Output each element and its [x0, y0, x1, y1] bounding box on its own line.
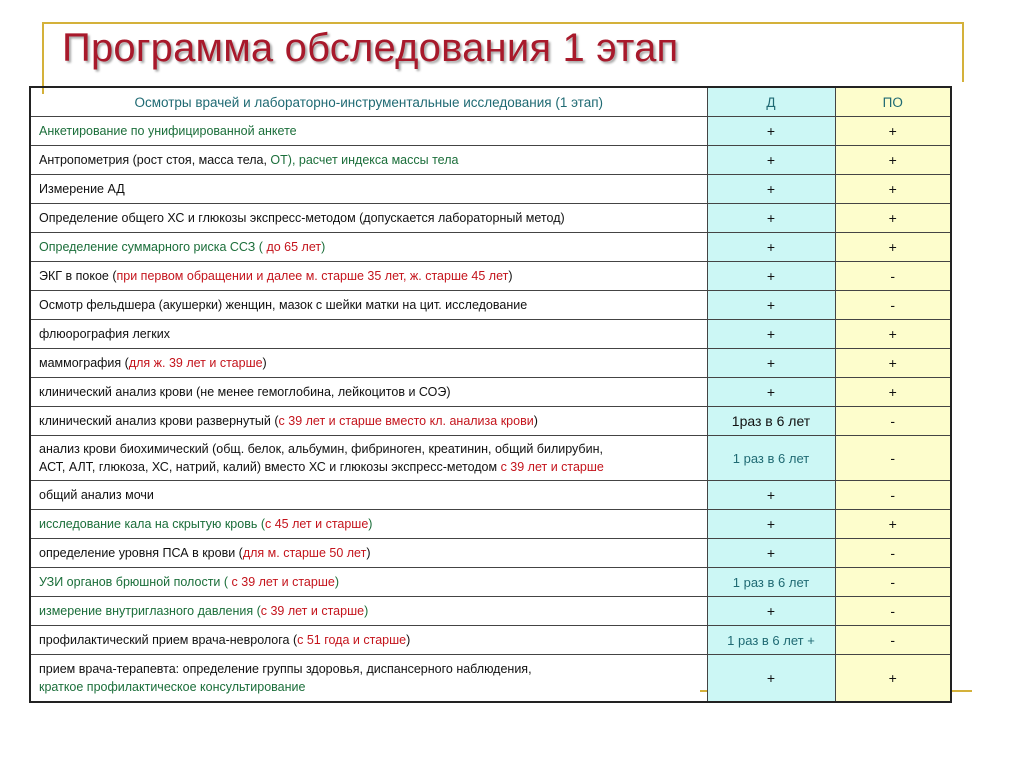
row-text-segment: ): [334, 575, 339, 589]
row-text-segment: до 65 лет: [266, 240, 322, 254]
row-text-segment: Антропометрия (рост стоя, масса тела,: [39, 153, 271, 167]
table-body: [30, 117, 951, 703]
row-text-segment: ): [406, 633, 411, 647]
examination-name: [30, 481, 707, 510]
row-text-segment: с 51 года и старше: [297, 633, 407, 647]
cell-d: +: [707, 510, 835, 539]
cell-po: +: [835, 378, 951, 407]
row-text-segment: Осмотр фельдшера (акушерки) женщин, мазок с шейки матки на цит. исследование: [39, 298, 528, 312]
cell-po: -: [835, 291, 951, 320]
cell-po: -: [835, 262, 951, 291]
cell-po: +: [835, 146, 951, 175]
cell-d: 1 раз в 6 лет +: [707, 626, 835, 655]
table-row: [30, 539, 951, 568]
table-row: [30, 510, 951, 539]
examination-name-line: [39, 660, 699, 678]
cell-po: -: [835, 407, 951, 436]
examination-name: [30, 510, 707, 539]
table-row: [30, 146, 951, 175]
cell-d: 1 раз в 6 лет: [707, 568, 835, 597]
cell-d: 1раз в 6 лет: [707, 407, 835, 436]
table-row: [30, 175, 951, 204]
cell-d: +: [707, 378, 835, 407]
examination-name-line: [39, 678, 699, 696]
examination-name-line: [39, 440, 699, 458]
cell-d: +: [707, 291, 835, 320]
row-text-segment: исследование кала на скрытую кровь (: [39, 517, 265, 531]
cell-po: +: [835, 233, 951, 262]
cell-d: +: [707, 320, 835, 349]
header-examinations: Осмотры врачей и лабораторно-инструментальные исследования (1 этап): [30, 87, 707, 117]
examination-name: [30, 320, 707, 349]
row-text-segment: УЗИ органов брюшной полости (: [39, 575, 232, 589]
decor-line-top: [42, 22, 964, 24]
table-row: [30, 481, 951, 510]
cell-d: +: [707, 117, 835, 146]
table-row: [30, 117, 951, 146]
row-text-segment: Определение суммарного риска ССЗ (: [39, 240, 267, 254]
cell-po: +: [835, 117, 951, 146]
row-text-segment: АСТ, АЛТ, глюкоза, ХС, натрий, калий) вместо ХС и глюкозы экспресс-методом: [39, 460, 501, 474]
examination-name: [30, 233, 707, 262]
decor-line-left: [42, 22, 44, 94]
cell-po: -: [835, 597, 951, 626]
table-row: [30, 568, 951, 597]
cell-po: +: [835, 655, 951, 703]
cell-d: +: [707, 146, 835, 175]
row-text-segment: ): [321, 240, 326, 254]
row-text-segment: Анкетирование по унифицированной анкете: [39, 124, 297, 138]
header-d: Д: [707, 87, 835, 117]
row-text-segment: Определение общего ХС и глюкозы экспресс-методом (допускается лабораторный метод): [39, 211, 565, 225]
cell-d: +: [707, 349, 835, 378]
examination-name: [30, 175, 707, 204]
cell-po: +: [835, 320, 951, 349]
row-text-segment: ОТ), расчет индекса массы тела: [270, 153, 459, 167]
table-row: [30, 233, 951, 262]
row-text-segment: определение уровня ПСА в крови (: [39, 546, 243, 560]
table-row: [30, 407, 951, 436]
cell-d: 1 раз в 6 лет: [707, 436, 835, 481]
cell-d: +: [707, 597, 835, 626]
row-text-segment: для ж. 39 лет и старше: [128, 356, 263, 370]
table-row: [30, 262, 951, 291]
cell-po: +: [835, 204, 951, 233]
row-text-segment: флюорография легких: [39, 327, 171, 341]
cell-po: +: [835, 510, 951, 539]
row-text-segment: измерение внутриглазного давления (: [39, 604, 261, 618]
examination-name: [30, 262, 707, 291]
row-text-segment: ): [508, 269, 513, 283]
examination-table: [29, 86, 952, 703]
cell-po: -: [835, 539, 951, 568]
examination-name: [30, 146, 707, 175]
examination-name: [30, 597, 707, 626]
row-text-segment: прием врача-терапевта: определение группы здоровья, диспансерного наблюдения,: [39, 662, 532, 676]
row-text-segment: с 39 лет и старше: [260, 604, 365, 618]
page-title: Программа обследования 1 этап: [62, 26, 679, 70]
row-text-segment: ): [368, 517, 373, 531]
row-text-segment: для м. старше 50 лет: [242, 546, 367, 560]
row-text-segment: ЭКГ в покое (: [39, 269, 117, 283]
table-header-row: [30, 87, 951, 117]
table-row: [30, 597, 951, 626]
examination-name: [30, 568, 707, 597]
row-text-segment: ): [262, 356, 267, 370]
examination-name: [30, 407, 707, 436]
examination-name-line: [39, 458, 699, 476]
row-text-segment: с 39 лет и старше: [231, 575, 335, 589]
cell-d: +: [707, 204, 835, 233]
row-text-segment: краткое профилактическое консультирование: [39, 680, 306, 694]
row-text-segment: клинический анализ крови (не менее гемоглобина, лейкоцитов и СОЭ): [39, 385, 451, 399]
row-text-segment: ): [364, 604, 369, 618]
cell-d: +: [707, 175, 835, 204]
header-po: ПО: [835, 87, 951, 117]
cell-po: -: [835, 626, 951, 655]
decor-line-right: [962, 22, 964, 82]
cell-po: +: [835, 349, 951, 378]
cell-d: +: [707, 655, 835, 703]
row-text-segment: клинический анализ крови развернутый (: [39, 414, 279, 428]
row-text-segment: анализ крови биохимический (общ. белок, альбумин, фибриноген, креатинин, общий билирубин,: [39, 442, 603, 456]
table-row: [30, 436, 951, 481]
table-row: [30, 204, 951, 233]
cell-d: +: [707, 481, 835, 510]
examination-name: [30, 539, 707, 568]
row-text-segment: Измерение АД: [39, 182, 125, 196]
row-text-segment: общий анализ мочи: [39, 488, 154, 502]
examination-name: [30, 626, 707, 655]
row-text-segment: с 39 лет и старше вместо кл. анализа крови: [278, 414, 534, 428]
row-text-segment: при первом обращении и далее м. старше 35 лет, ж. старше 45 лет: [116, 269, 509, 283]
cell-d: +: [707, 539, 835, 568]
examination-name: [30, 349, 707, 378]
examination-name: [30, 291, 707, 320]
examination-name: [30, 655, 707, 703]
table-row: [30, 655, 951, 703]
row-text-segment: с 45 лет и старше: [264, 517, 369, 531]
table-row: [30, 320, 951, 349]
cell-d: +: [707, 262, 835, 291]
table-row: [30, 626, 951, 655]
examination-name: [30, 378, 707, 407]
examination-name: [30, 204, 707, 233]
cell-po: -: [835, 436, 951, 481]
row-text-segment: профилактический прием врача-невролога (: [39, 633, 298, 647]
cell-po: -: [835, 481, 951, 510]
row-text-segment: маммография (: [39, 356, 129, 370]
cell-d: +: [707, 233, 835, 262]
cell-po: -: [835, 568, 951, 597]
examination-name: [30, 436, 707, 481]
table-row: [30, 349, 951, 378]
row-text-segment: ): [366, 546, 371, 560]
row-text-segment: ): [533, 414, 538, 428]
cell-po: +: [835, 175, 951, 204]
table-row: [30, 291, 951, 320]
row-text-segment: с 39 лет и старше: [500, 460, 604, 474]
table-row: [30, 378, 951, 407]
examination-name: [30, 117, 707, 146]
